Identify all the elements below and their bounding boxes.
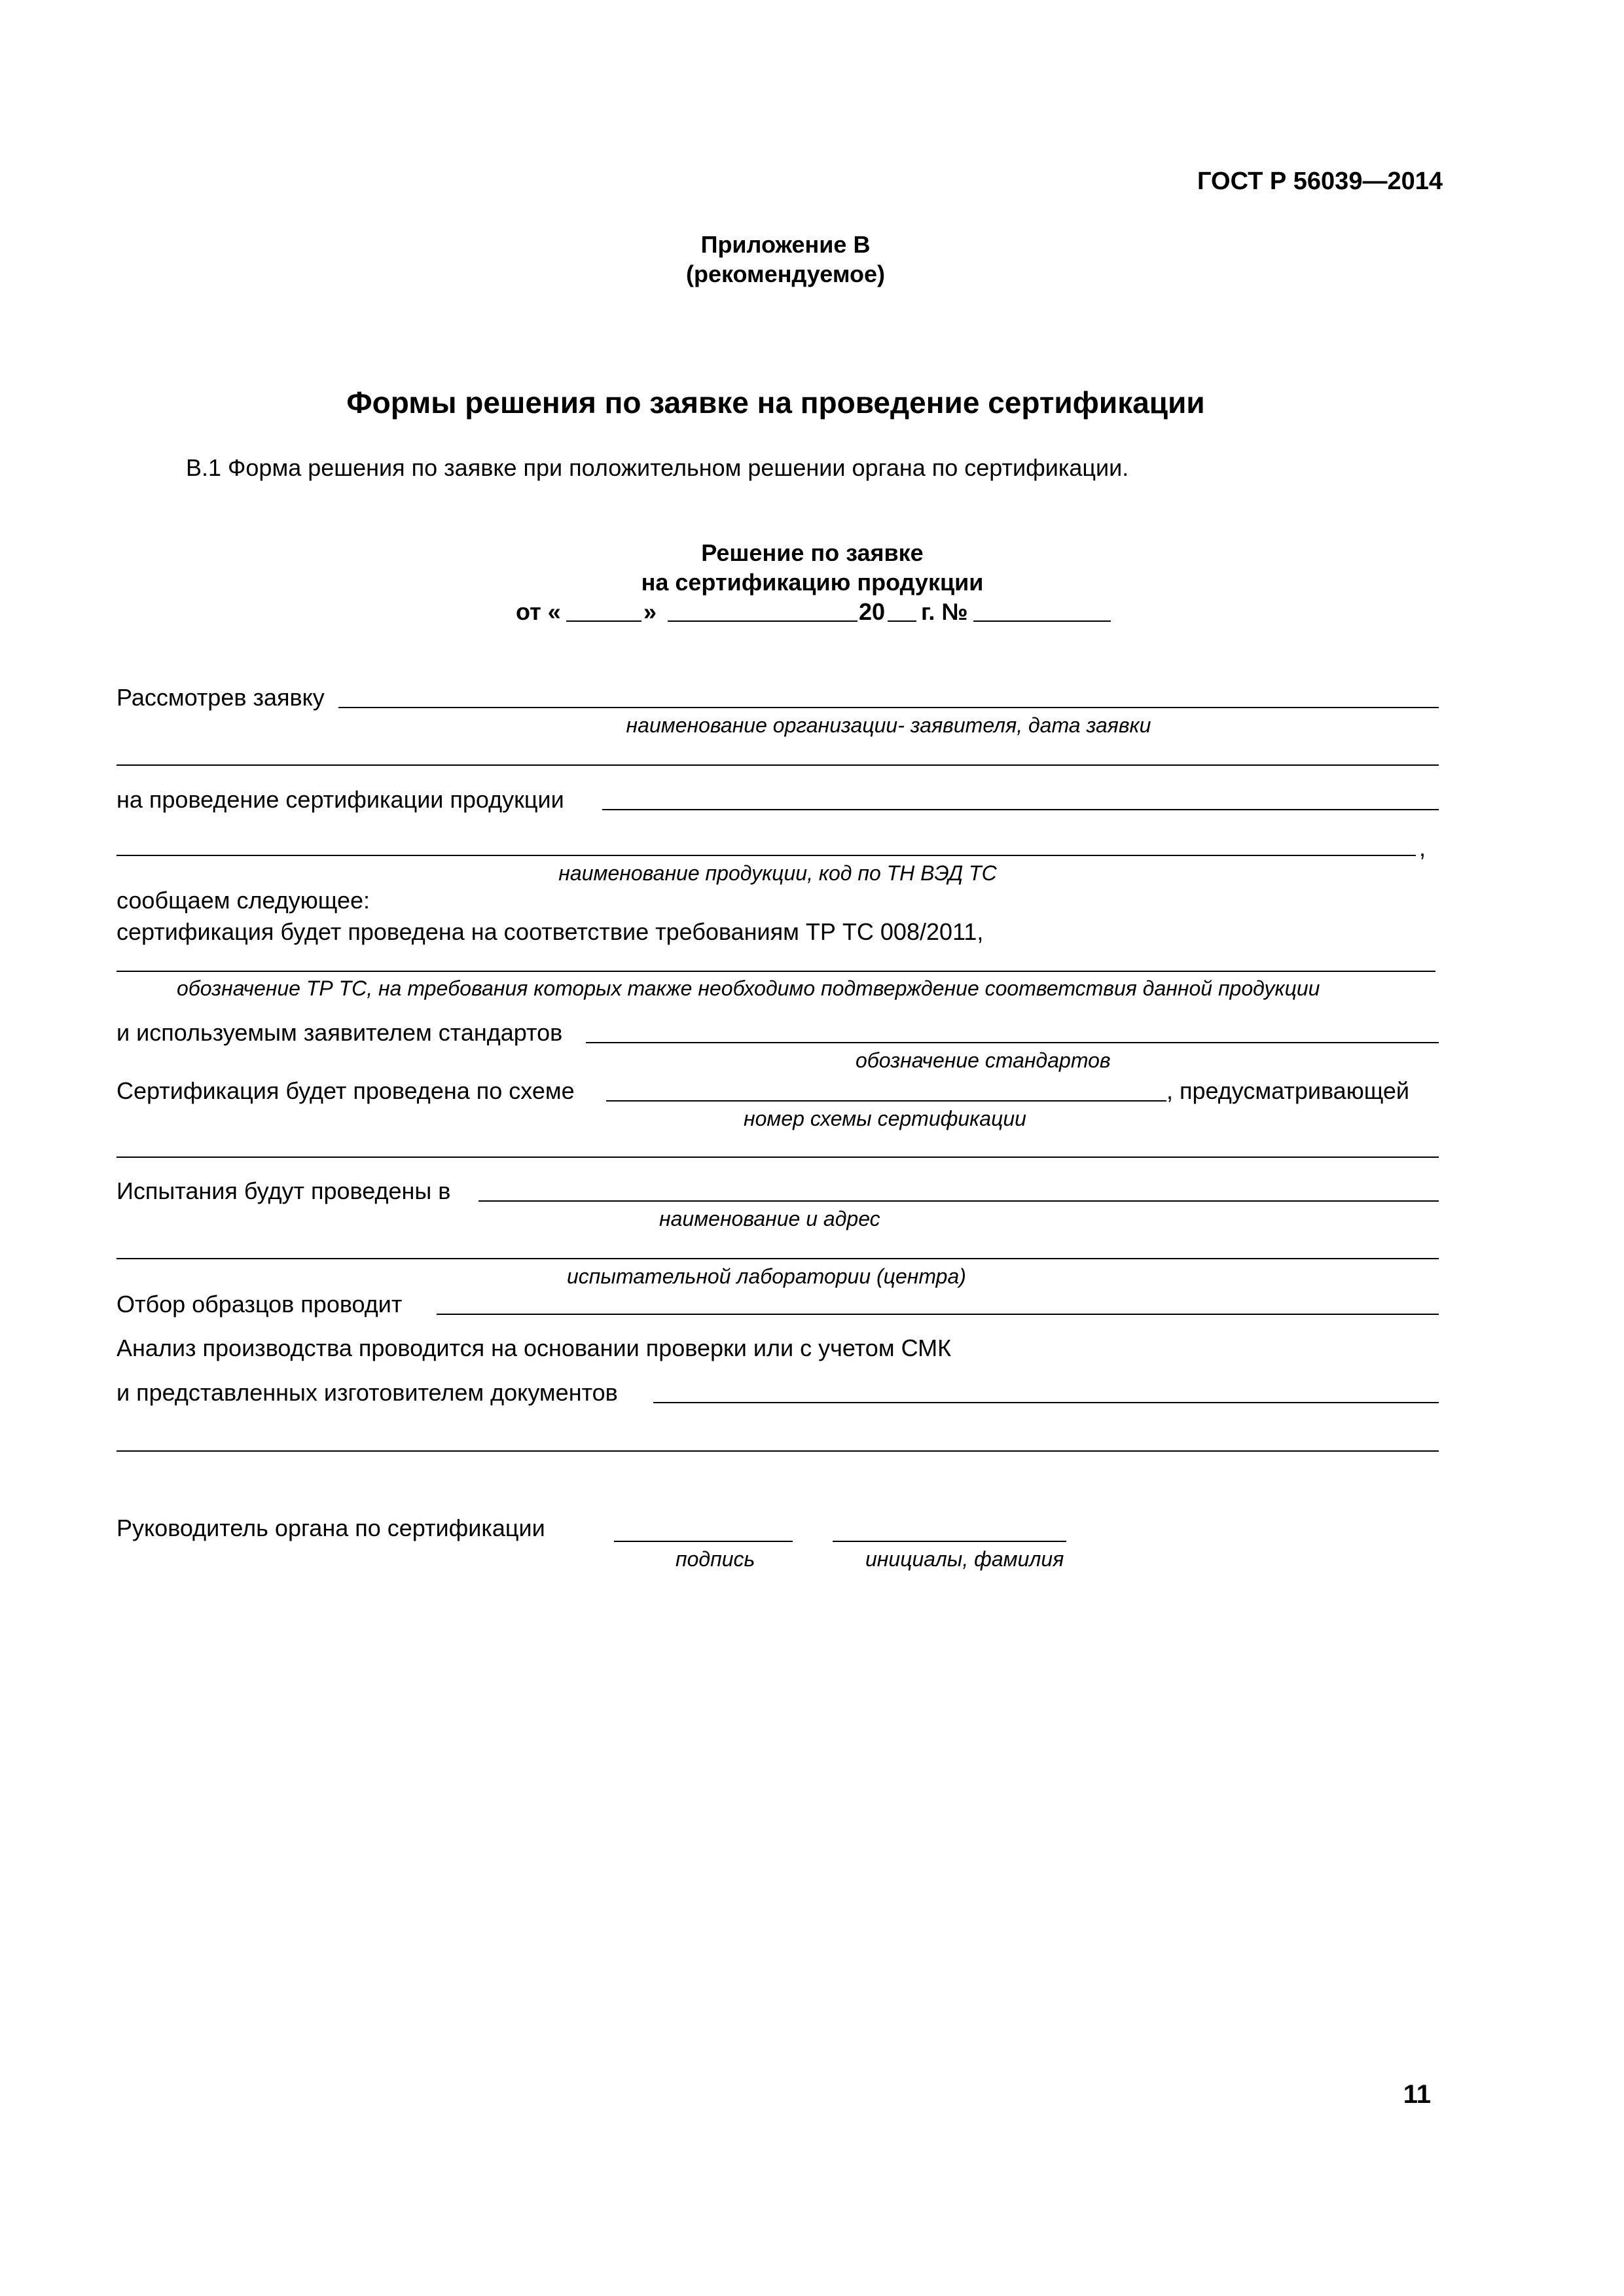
- appendix-title: Приложение В: [700, 231, 871, 258]
- documents-field[interactable]: [653, 1402, 1439, 1403]
- head-of-body-label: Руководитель органа по сертификации: [117, 1515, 545, 1541]
- standard-number: ГОСТ Р 56039—2014: [1197, 168, 1443, 195]
- tests-field[interactable]: [478, 1200, 1439, 1202]
- tests-label: Испытания будут проведены в: [117, 1177, 451, 1204]
- name-field[interactable]: [833, 1541, 1066, 1542]
- signature-field[interactable]: [614, 1541, 793, 1542]
- form-day-blank[interactable]: [566, 620, 641, 622]
- scheme-field-continuation[interactable]: [117, 1157, 1439, 1158]
- name-caption: инициалы, фамилия: [865, 1547, 1064, 1571]
- scheme-label: Сертификация будет проведена по схеме: [117, 1077, 575, 1104]
- scheme-field[interactable]: [606, 1100, 1166, 1102]
- standards-caption: обозначение стандартов: [856, 1049, 1111, 1072]
- form-year-blank[interactable]: [888, 620, 916, 622]
- form-date-from: от «: [516, 598, 561, 625]
- page-number: 11: [1403, 2080, 1431, 2109]
- standards-label: и используемым заявителем стандартов: [117, 1019, 563, 1046]
- product-name-field[interactable]: [117, 855, 1416, 856]
- form-title-line2: на сертификацию продукции: [641, 569, 984, 596]
- section-title: Формы решения по заявке на проведение сертификации: [346, 386, 1205, 420]
- product-cert-label: на проведение сертификации продукции: [117, 786, 564, 813]
- form-date-quote: »: [643, 598, 657, 625]
- scheme-caption: номер схемы сертификации: [744, 1107, 1026, 1130]
- analysis-text: Анализ производства проводится на основании проверки или с учетом СМК: [117, 1335, 952, 1361]
- form-number-blank[interactable]: [973, 620, 1111, 622]
- tests-field-continuation[interactable]: [117, 1258, 1439, 1259]
- form-number-label: г. №: [921, 598, 968, 625]
- tr-caption: обозначение ТР ТС, на требования которых также необходимо подтверждение соответствия данной продукции: [177, 977, 1320, 1000]
- reviewed-field[interactable]: [338, 707, 1439, 708]
- form-title-line1: Решение по заявке: [701, 539, 924, 566]
- documents-field-continuation[interactable]: [117, 1450, 1439, 1452]
- intro-paragraph: В.1 Форма решения по заявке при положительном решении органа по сертификации.: [186, 454, 1129, 481]
- tests-caption-2: испытательной лаборатории (центра): [567, 1265, 966, 1288]
- scheme-suffix: , предусматривающей: [1166, 1077, 1410, 1104]
- signature-caption: подпись: [676, 1547, 755, 1571]
- sampling-field[interactable]: [437, 1314, 1439, 1315]
- product-cert-field[interactable]: [602, 809, 1439, 810]
- reviewed-field-continuation[interactable]: [117, 764, 1439, 766]
- sampling-label: Отбор образцов проводит: [117, 1291, 403, 1318]
- product-caption: наименование продукции, код по ТН ВЭД ТС: [558, 861, 997, 885]
- standards-field[interactable]: [586, 1042, 1439, 1043]
- form-month-blank[interactable]: [668, 620, 857, 622]
- tests-caption-1: наименование и адрес: [659, 1207, 880, 1230]
- appendix-status: (рекомендуемое): [686, 260, 885, 287]
- reviewed-label: Рассмотрев заявку: [117, 684, 325, 711]
- product-comma: ,: [1419, 834, 1426, 861]
- cert-requirements-text: сертификация будет проведена на соответствие требованиям ТР ТС 008/2011,: [117, 918, 984, 945]
- form-year: 20: [859, 598, 886, 625]
- reviewed-caption: наименование организации- заявителя, дата заявки: [626, 713, 1151, 737]
- report-text: сообщаем следующее:: [117, 887, 370, 914]
- tr-field[interactable]: [117, 971, 1435, 972]
- documents-label: и представленных изготовителем документов: [117, 1379, 618, 1406]
